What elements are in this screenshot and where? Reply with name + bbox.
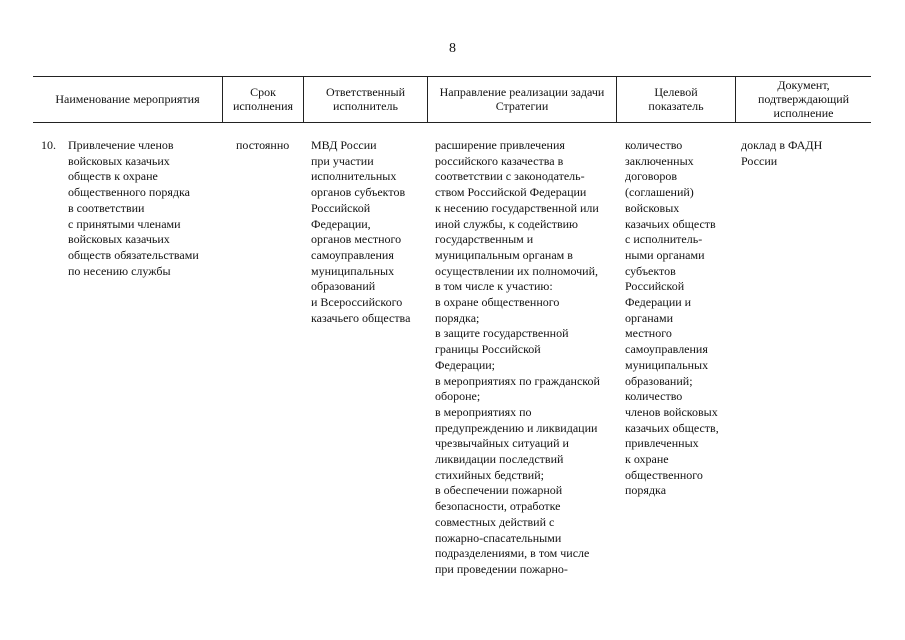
header-deadline: Срок исполнения <box>232 85 294 113</box>
header-bottom-rule <box>33 122 871 123</box>
cell-direction: расширение привлечения российского казачества в соответствии с законодатель- ством Российской Федерации к несению государственной или иной службы, к содействию государственным и муниципальным органам в осуществлении их полномочий, в том числе к участию: в охране общественного порядка; в защите государственной границы Российской Федерации; в мероприятиях по гражданской обороне; в мероприятиях по предупреждению и ликвидации чрезвычайных ситуаций и ликвидации последствий стихийных бедствий; в обеспечении пожарной безопасности, отработке совместных действий с пожарно-спасательными подразделениями, в том числе при проведении пожарно- <box>435 138 600 576</box>
cell-name: Привлечение членов войсковых казачьих обществ к охране общественного порядка в соответствии с принятыми членами войсковых казачьих обществ обязательствами по несению службы <box>68 138 199 278</box>
header-executor: Ответственный исполнитель <box>325 85 406 113</box>
page-number: 8 <box>449 41 456 56</box>
cell-document: доклад в ФАДН России <box>741 138 823 168</box>
row-number: 10. <box>41 138 56 152</box>
header-direction: Направление реализации задачи Стратегии <box>439 85 605 113</box>
cell-deadline: постоянно <box>236 138 290 152</box>
header-name: Наименование мероприятия <box>55 92 200 106</box>
header-document: Документ, подтверждающий исполнение <box>757 78 850 120</box>
cell-indicator: количество заключенных договоров (соглашений) войсковых казачьих обществ с исполнитель- ными органами субъектов Российской Федерации и органами местного самоуправления муниципальных образований; количество членов войсковых казачьих обществ, привлеченных к охране общественного порядка <box>625 138 719 498</box>
cell-executor: МВД России при участии исполнительных органов субъектов Российской Федерации, органов местного самоуправления муниципальных образований и Всероссийского казачьего общества <box>311 138 411 325</box>
header-indicator: Целевой показатель <box>648 85 704 113</box>
